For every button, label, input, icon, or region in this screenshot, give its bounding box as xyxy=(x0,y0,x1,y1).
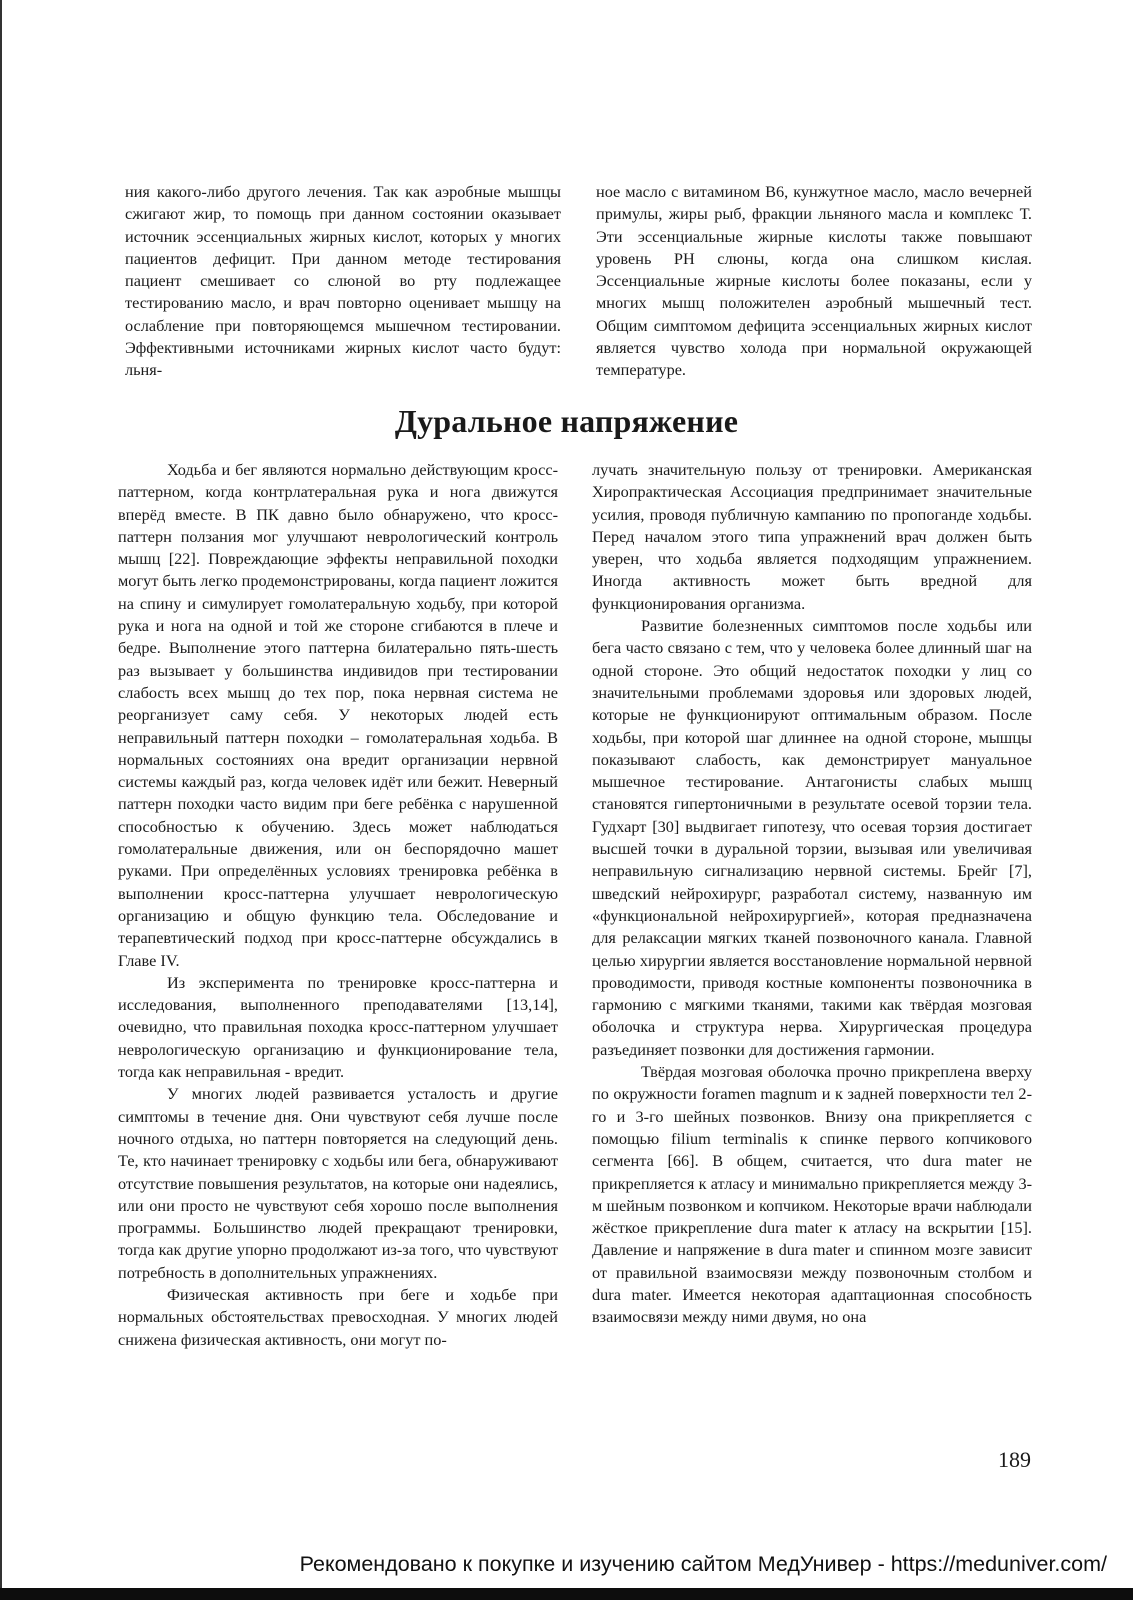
paragraph: У многих людей развивается усталость и другие симптомы в течение дня. Они чувствуют себя лучше после ночного отдыха, но паттерн повторяется на следующий день. Те, кто начинает тренировку с ходьбы или бега, обнаруживают отсутствие повышения результатов, на которые они надеялись, или они просто не чувствуют себя хорошо после выполнения программы. Большинство людей прекращают тренировки, тогда как другие упорно продолжают из-за того, что чувствуют потребность в дополнительных упражнениях. xyxy=(118,1084,558,1282)
bottom-bar xyxy=(0,1588,1133,1600)
paragraph: Из эксперимента по тренировке кросс-паттерна и исследования, выполненного преподавателями [13,14], очевидно, что правильная походка кросс-паттерном улучшает неврологическую организацию и функционирование тела, тогда как неправильная - вредит. xyxy=(118,972,558,1082)
paragraph: Физическая активность при беге и ходьбе при нормальных обстоятельствах превосходная. У многих людей снижена физическая активность, они могут по- xyxy=(118,1284,558,1349)
paragraph: Твёрдая мозговая оболочка прочно прикреплена вверху по окружности foramen magnum и к задней поверхности тел 2-го и 3-го шейных позвонков. Внизу она прикрепляется с помощью filium terminalis к спинке первого копчикового сегмента [66]. В общем, считается, что dura mater не прикрепляется к атласу и минимально прикрепляется между 3-м шейным позвонком и копчиком. Некоторые врачи наблюдали жёсткое прикрепление dura mater к атласу на вскрытии [15]. Давление и напряжение в dura mater и спинном мозге зависит от правильной взаимосвязи между позвоночным столбом и dura mater. Имеется некоторая адаптационная способность взаимосвязи между ними двумя, но она xyxy=(592,1062,1032,1327)
main-right-column xyxy=(592,459,1032,1329)
paragraph: ния какого-либо другого лечения. Так как аэробные мышцы сжигают жир, то помощь при данном состоянии оказывает источник эссенциальных жирных кислот, которых у многих пациентов дефицит. При данном методе тестирования пациент смешивает со слюной во рту подлежащее тестированию масло, и врач повторно оценивает мышцу на ослабление при повторяющемся мышечном тестировании. Эффективными источниками жирных кислот часто будут: льня- xyxy=(125,182,561,380)
section-title: Дуральное напряжение xyxy=(394,403,739,439)
top-right-column xyxy=(596,181,1032,382)
paragraph: Ходьба и бег являются нормально действующим кросс-паттерном, когда контрлатеральная рука и нога движутся вперёд вместе. В ПК давно было обнаружено, что кросс-паттерн ползания мог улучшают неврологический контроль мышц [22]. Повреждающие эффекты неправильной походки могут быть легко продемонстрированы, когда пациент ложится на спину и симулирует гомолатеральную ходьбу, при которой рука и нога на одной и той же стороне сгибаются в плече и бедре. Выполнение этого паттерна билатерально пять-шесть раз вызывает у большинства индивидов при тестировании слабость всех мышц до тех пор, пока нервная система не реорганизует саму себя. У некоторых людей есть неправильный паттерн походки – гомолатеральная ходьба. В нормальных состояниях она вредит организации нервной системы каждый раз, когда человек идёт или бежит. Неверный паттерн походки часто видим при беге ребёнка с нарушенной способностью к обучению. Здесь может наблюдаться гомолатеральные движения, или он беспорядочно машет руками. При определённых условиях тренировка ребёнка в выполнении кросс-паттерна улучшает неврологическую организацию и общую функцию тела. Обследование и терапевтический подход при кросс-паттерне обсуждались в Главе IV. xyxy=(118,460,558,970)
paragraph: лучать значительную пользу от тренировки. Американская Хиропрактическая Ассоциация предпринимает значительные усилия, проводя публичную кампанию по пропоганде ходьбы. Перед началом этого типа упражнений врач должен быть уверен, что ходьба является подходящим упражнением. Иногда активность может быть вредной для функционирования организма. xyxy=(592,460,1032,613)
page-number: 189 xyxy=(998,1447,1031,1472)
promo-link[interactable]: Рекомендовано к покупке и изучению сайтом МедУнивер - https://meduniver.com/ xyxy=(299,1552,1107,1576)
paragraph: Развитие болезненных симптомов после ходьбы или бега часто связано с тем, что у человека более длинный шаг на одной стороне. Это общий недостаток походки у лиц со значительными проблемами здоровья или здоровых людей, которые не функционируют оптимальным образом. После ходьбы, при которой шаг длиннее на одной стороне, мышцы показывают слабость, как демонстрирует мануальное мышечное тестирование. Антагонисты слабых мышц становятся гипертоничными в результате осевой торзии тела. Гудхарт [30] выдвигает гипотезу, что осевая торзия достигает высшей точки в дуральной торзии, вызывая или увеличивая неправильную сигнализацию нервной системы. Брейг [7], шведский нейрохирург, разработал систему, названную им «функциональной нейрохирургией», которая предназначена для релаксации мягких тканей позвоночного канала. Главной целью хирургии является восстановление нормальной нервной проводимости, приводя костные компоненты позвоночника в гармонию с мягкими тканями, такими как твёрдая мозговая оболочка и структура нерва. Хирургическая процедура разъединяет позвонки для достижения гармонии. xyxy=(592,616,1032,1059)
scan-edge xyxy=(0,0,2,1600)
top-left-column xyxy=(125,181,561,382)
paragraph: ное масло с витамином B6, кунжутное масло, масло вечерней примулы, жиры рыб, фракции льняного масла и комплекс Т. Эти эссенциальные жирные кислоты также повышают уровень PH слюны, когда она слишком кислая. Эссенциальные жирные кислоты более показаны, если у многих мышц положителен аэробный мышечный тест. Общим симптомом дефицита эссенциальных жирных кислот является чувство холода при нормальной окружающей температуре. xyxy=(596,182,1032,380)
main-left-column xyxy=(118,459,558,1351)
